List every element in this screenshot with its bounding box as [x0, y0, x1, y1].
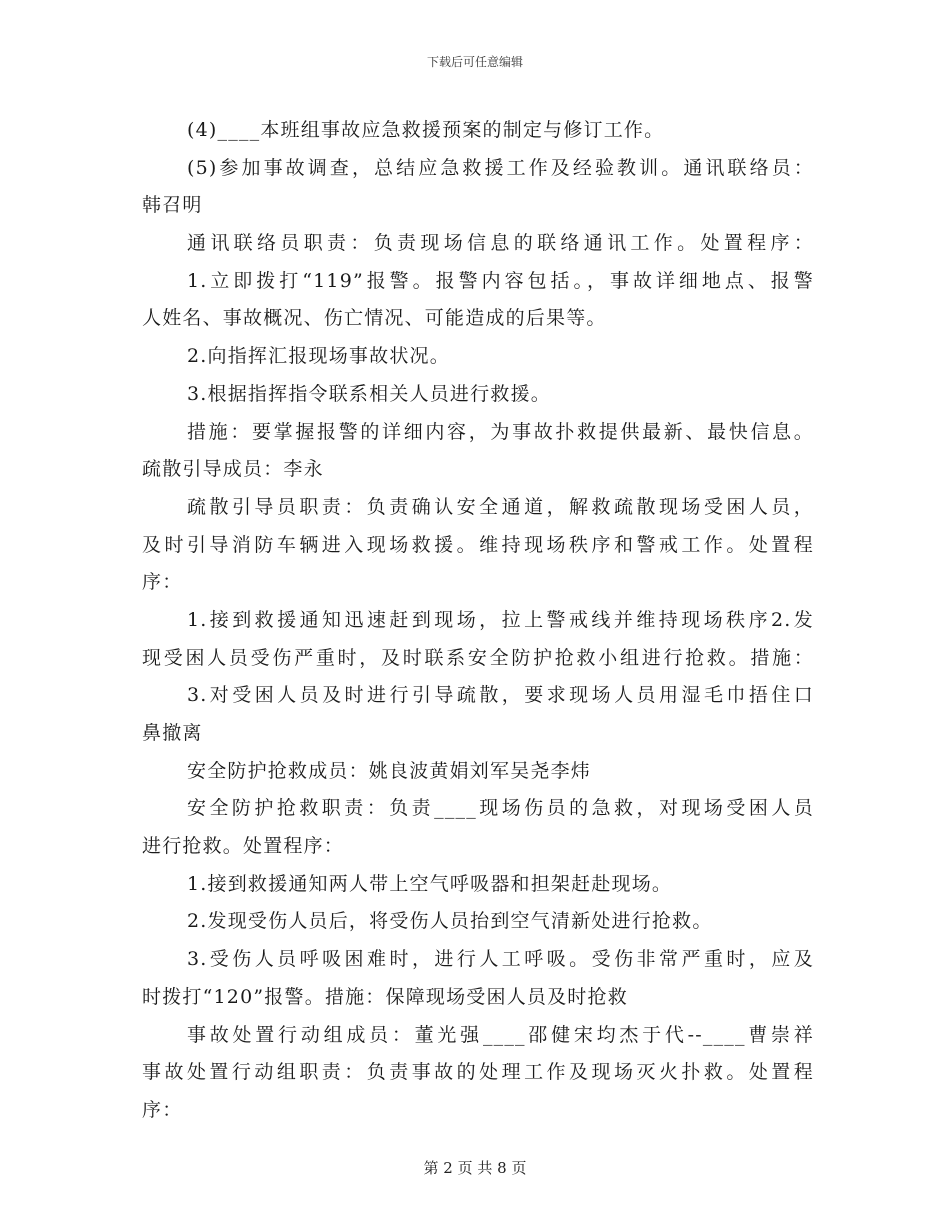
text-line: 措施：要掌握报警的详细内容，为事故扑救提供最新、最快信息。: [187, 420, 814, 443]
page-header: 下载后可任意编辑: [426, 55, 523, 69]
text-line: 通讯联络员职责：负责现场信息的联络通讯工作。处置程序：: [187, 232, 814, 255]
text-line: 2.发现受伤人员后，将受伤人员抬到空气清新处进行抢救。: [187, 910, 713, 933]
text-line: 2.向指挥汇报现场事故状况。: [187, 345, 450, 368]
text-line: 3.对受困人员及时进行引导疏散，要求现场人员用湿毛巾捂住口: [187, 684, 814, 707]
text-line: 1.立即拨打“119”报警。报警内容包括。，事故详细地点、报警: [187, 269, 814, 292]
text-line: 现受困人员受伤严重时，及时联系安全防护抢救小组进行抢救。措施：: [142, 646, 814, 669]
text-line: 1.接到救援通知两人带上空气呼吸器和担架赶赴现场。: [187, 872, 673, 895]
text-line: 3.根据指挥指令联系相关人员进行救援。: [187, 382, 551, 405]
text-line: 序：: [142, 1098, 183, 1121]
text-line: (4)____本班组事故应急救援预案的制定与修订工作。: [187, 119, 665, 141]
text-line: 3.受伤人员呼吸困难时，进行人工呼吸。受伤非常严重时，应及: [187, 948, 814, 971]
text-line: (5)参加事故调查，总结应急救援工作及经验教训。通讯联络员：: [187, 156, 814, 179]
text-line: 及时引导消防车辆进入现场救援。维持现场秩序和警戒工作。处置程: [142, 533, 814, 556]
text-line: 韩召明: [142, 194, 203, 217]
text-line: 人姓名、事故概况、伤亡情况、可能造成的后果等。: [142, 307, 607, 330]
document-body: [142, 112, 814, 1130]
text-line: 1.接到救援通知迅速赶到现场，拉上警戒线并维持现场秩序2.发: [187, 608, 814, 631]
text-line: 事故处置行动组职责：负责事故的处理工作及现场灭火扑救。处置程: [142, 1061, 814, 1084]
text-line: 时拨打“120”报警。措施：保障现场受困人员及时抢救: [142, 985, 628, 1008]
text-line: 事故处置行动组成员：董光强____邵健宋均杰于代--____曹崇祥: [187, 1023, 814, 1046]
text-line: 进行抢救。处置程序：: [142, 835, 345, 858]
text-line: 疏散引导成员：李永: [142, 458, 324, 481]
text-line: 序：: [142, 571, 183, 594]
text-line: 安全防护抢救成员：姚良波黄娟刘军吴尧李炜: [187, 759, 592, 782]
text-line: 鼻撤离: [142, 722, 203, 744]
text-line: 疏散引导员职责：负责确认安全通道，解救疏散现场受困人员，: [187, 495, 814, 518]
text-line: 安全防护抢救职责：负责____现场伤员的急救，对现场受困人员: [187, 797, 814, 820]
page-footer: 第 2 页 共 8 页: [423, 1159, 527, 1177]
